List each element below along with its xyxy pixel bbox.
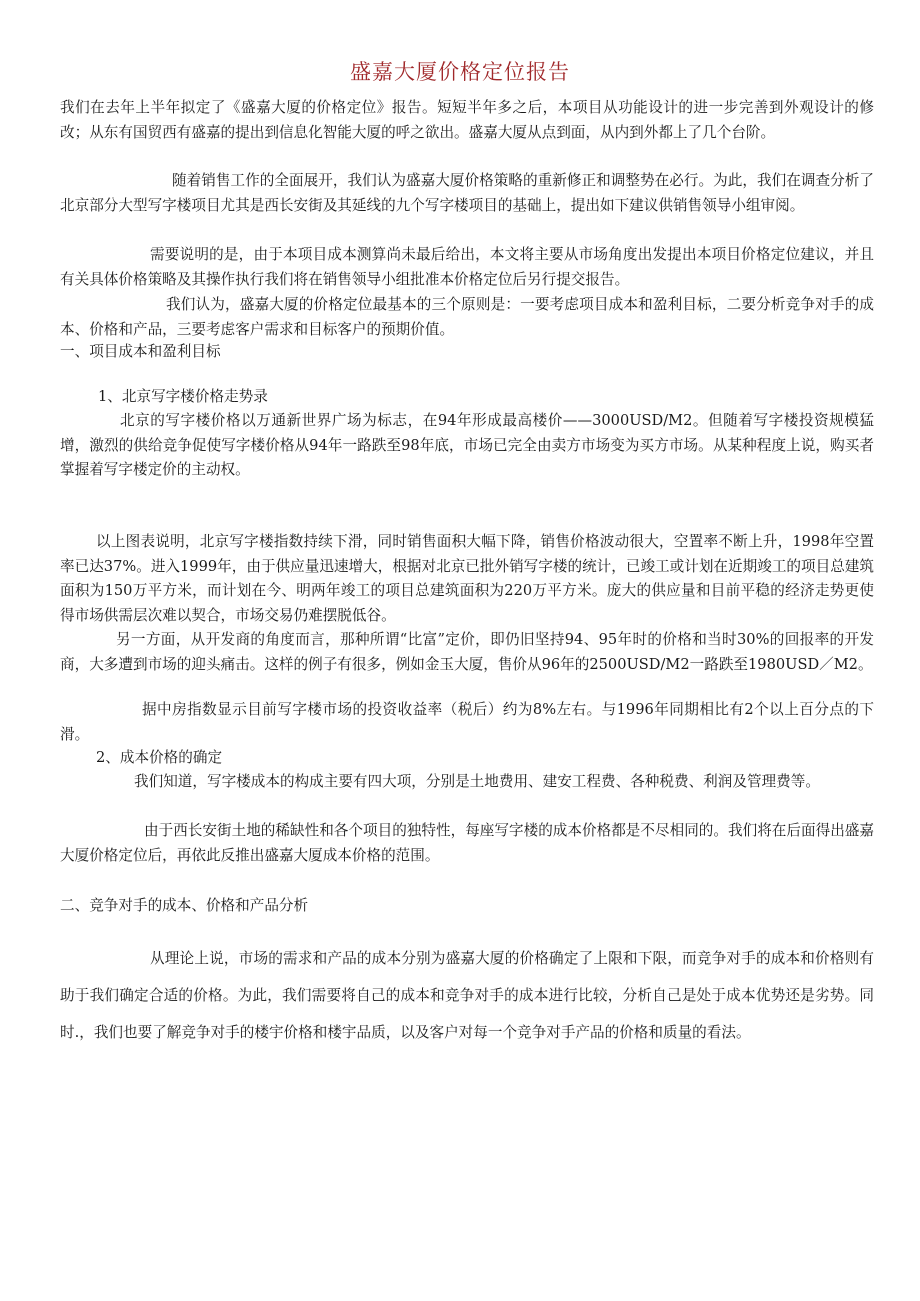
section-heading-2: 二、竞争对手的成本、价格和产品分析 xyxy=(60,897,309,914)
paragraph-intro: 我们在去年上半年拟定了《盛嘉大厦的价格定位》报告。短短半年多之后，本项目从功能设计的进一步完善到外观设计的修改；从东有国贸西有盛嘉的提出到信息化智能大厦的呼之欲出。盛嘉大厦从点到面，从内到外都上了几个台阶。 xyxy=(60,99,874,141)
paragraph-cost-range: 由于西长安街土地的稀缺性和各个项目的独特性，每座写字楼的成本价格都是不尽相同的。我们将在后面得出盛嘉大厦价格定位后，再依此反推出盛嘉大厦成本价格的范围。 xyxy=(60,822,874,864)
paragraph-note: 需要说明的是，由于本项目成本测算尚未最后给出，本文将主要从市场角度出发提出本项目价格定位建议，并且有关具体价格策略及其操作执行我们将在销售领导小组批准本价格定位后另行提交报告。 xyxy=(60,246,874,288)
paragraph-investment-yield: 据中房指数显示目前写字楼市场的投资收益率（税后）约为8%左右。与1996年同期相比有2个以上百分点的下滑。 xyxy=(60,701,874,743)
paragraph-sales-strategy: 随着销售工作的全面展开，我们认为盛嘉大厦价格策略的重新修正和调整势在必行。为此，我们在调查分析了北京部分大型写字楼项目尤其是西长安街及其延线的九个写字楼项目的基础上，提出如下建议供销售领导小组审阅。 xyxy=(60,172,874,214)
paragraph-competitor-analysis: 从理论上说，市场的需求和产品的成本分别为盛嘉大厦的价格确定了上限和下限，而竞争对手的成本和价格则有助于我们确定合适的价格。为此，我们需要将自己的成本和竞争对手的成本进行比较，分析自己是处于成本优势还是劣势。同时.，我们也要了解竞争对手的楼宇价格和楼宇品质，以及客户对每一个竞争对手产品的价格和质量的看法。 xyxy=(60,950,874,1041)
document-title: 盛嘉大厦价格定位报告 xyxy=(350,60,570,84)
paragraph-price-trend: 北京的写字楼价格以万通新世界广场为标志，在94年形成最高楼价——3000USD/M2。但随着写字楼投资规模猛增，激烈的供给竞争促使写字楼价格从94年一路跌至98年底，市场已完全由卖方市场变为买方市场。从某种程度上说，购买者掌握着写字楼定价的主动权。 xyxy=(60,412,874,478)
paragraph-developer-view: 另一方面，从开发商的角度而言，那种所谓“比富”定价，即仍旧坚持94、95年时的价格和当时30%的回报率的开发商，大多遭到市场的迎头痛击。这样的例子有很多，例如金玉大厦，售价从96年的2500USD/M2一路跌至1980USD／M2。 xyxy=(60,631,874,673)
subsection-heading-1-2: 2、成本价格的确定 xyxy=(96,749,223,766)
section-heading-1: 一、项目成本和盈利目标 xyxy=(60,343,221,360)
paragraph-chart-explanation: 以上图表说明，北京写字楼指数持续下滑，同时销售面积大幅下降，销售价格波动很大，空置率不断上升，1998年空置率已达37%。进入1999年，由于供应量迅速增大，根据对北京已批外销写字楼的统计，已竣工或计划在近期竣工的项目总建筑面积为150万平方米，而计划在今、明两年竣工的项目总建筑面积为220万平方米。庞大的供应量和目前平稳的经济走势更使得市场供需层次难以契合，市场交易仍难摆脱低谷。 xyxy=(60,533,874,624)
subsection-heading-1-1: 1、北京写字楼价格走势录 xyxy=(98,388,268,405)
paragraph-principles: 我们认为，盛嘉大厦的价格定位最基本的三个原则是：一要考虑项目成本和盈利目标，二要分析竞争对手的成本、价格和产品，三要考虑客户需求和目标客户的预期价值。 xyxy=(60,296,874,338)
paragraph-cost-components: 我们知道，写字楼成本的构成主要有四大项，分别是土地费用、建安工程费、各种税费、利润及管理费等。 xyxy=(134,773,820,790)
